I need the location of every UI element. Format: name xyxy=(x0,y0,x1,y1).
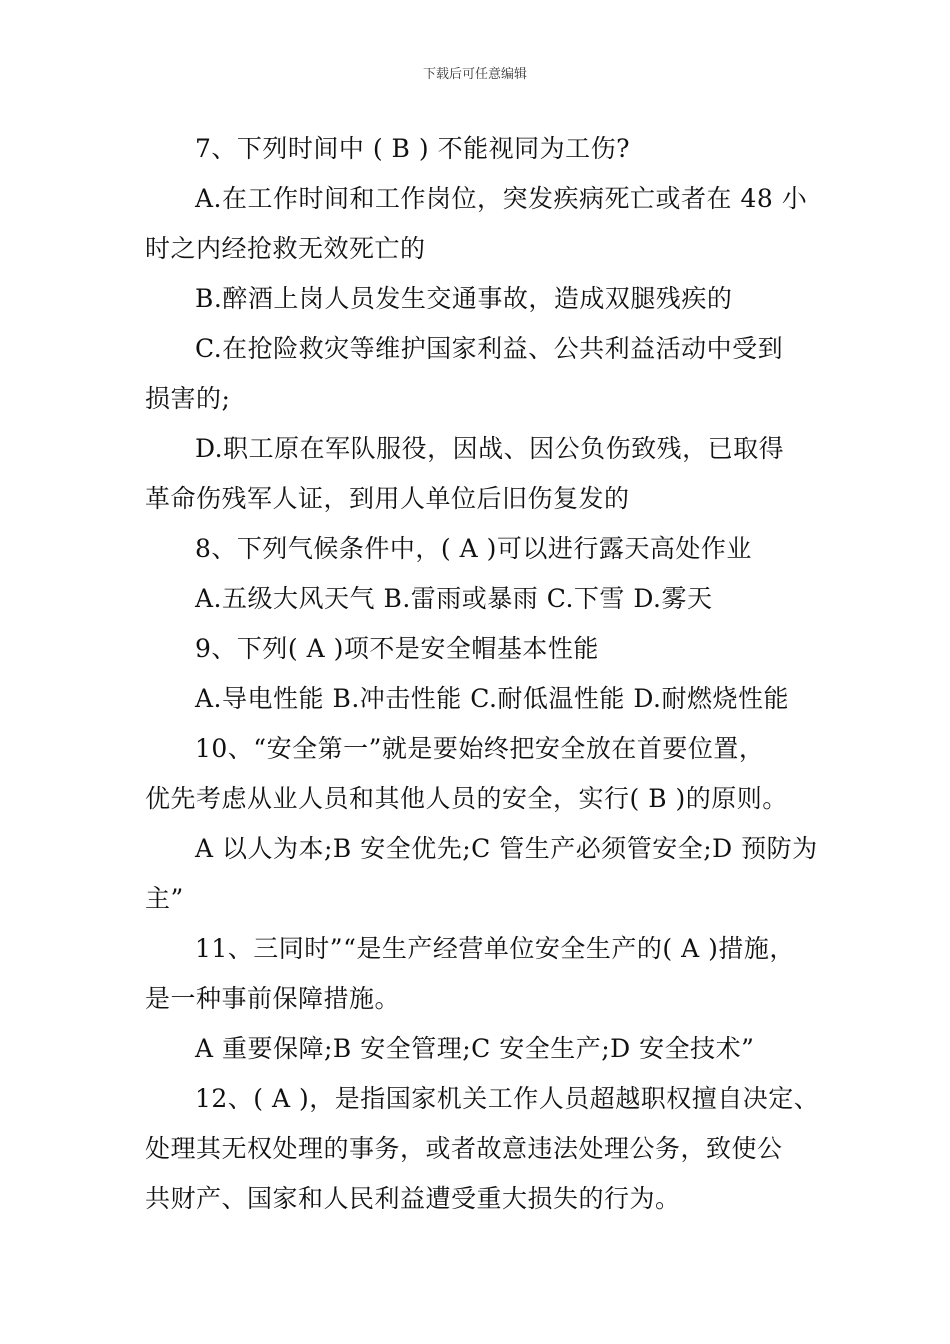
q9-options: A.导电性能 B.冲击性能 C.耐低温性能 D.耐燃烧性能 xyxy=(195,684,789,713)
question-12-cont-2: 共财产、国家和人民利益遭受重大损失的行为。 xyxy=(145,1184,681,1213)
question-8: 8、下列气候条件中，( A )可以进行露天高处作业 xyxy=(195,534,752,563)
q7-option-b: B.醉酒上岗人员发生交通事故，造成双腿残疾的 xyxy=(195,284,733,313)
question-11-cont: 是一种事前保障措施。 xyxy=(145,984,401,1013)
q7-option-d-cont: 革命伤残军人证，到用人单位后旧伤复发的 xyxy=(145,484,630,513)
q11-options: A 重要保障;B 安全管理;C 安全生产;D 安全技术” xyxy=(195,1034,755,1063)
question-7: 7、下列时间中 ( B ) 不能视同为工伤? xyxy=(195,134,630,163)
question-12-cont-1: 处理其无权处理的事务，或者故意违法处理公务，致使公 xyxy=(145,1134,783,1163)
question-9: 9、下列( A )项不是安全帽基本性能 xyxy=(195,634,599,663)
q7-option-c: C.在抢险救灾等维护国家利益、公共利益活动中受到 xyxy=(195,334,784,363)
page-header: 下载后可任意编辑 xyxy=(422,67,527,82)
q7-option-a: A.在工作时间和工作岗位，突发疾病死亡或者在 48 小 xyxy=(195,184,808,213)
q7-option-d: D.职工原在军队服役，因战、因公负伤致残，已取得 xyxy=(195,434,785,463)
question-10: 10、“安全第一”就是要始终把安全放在首要位置， xyxy=(195,734,765,763)
question-10-cont: 优先考虑从业人员和其他人员的安全，实行( B )的原则。 xyxy=(145,784,788,813)
question-12: 12、( A )，是指国家机关工作人员超越职权擅自决定、 xyxy=(195,1084,820,1113)
q7-option-c-cont: 损害的; xyxy=(145,384,231,413)
q10-options-cont: 主” xyxy=(145,884,184,913)
q7-option-a-cont: 时之内经抢救无效死亡的 xyxy=(145,234,426,263)
question-11: 11、三同时”“是生产经营单位安全生产的( A )措施， xyxy=(195,934,795,963)
q10-options: A 以人为本;B 安全优先;C 管生产必须管安全;D 预防为 xyxy=(195,834,818,863)
q8-options: A.五级大风天气 B.雷雨或暴雨 C.下雪 D.雾天 xyxy=(195,584,713,613)
